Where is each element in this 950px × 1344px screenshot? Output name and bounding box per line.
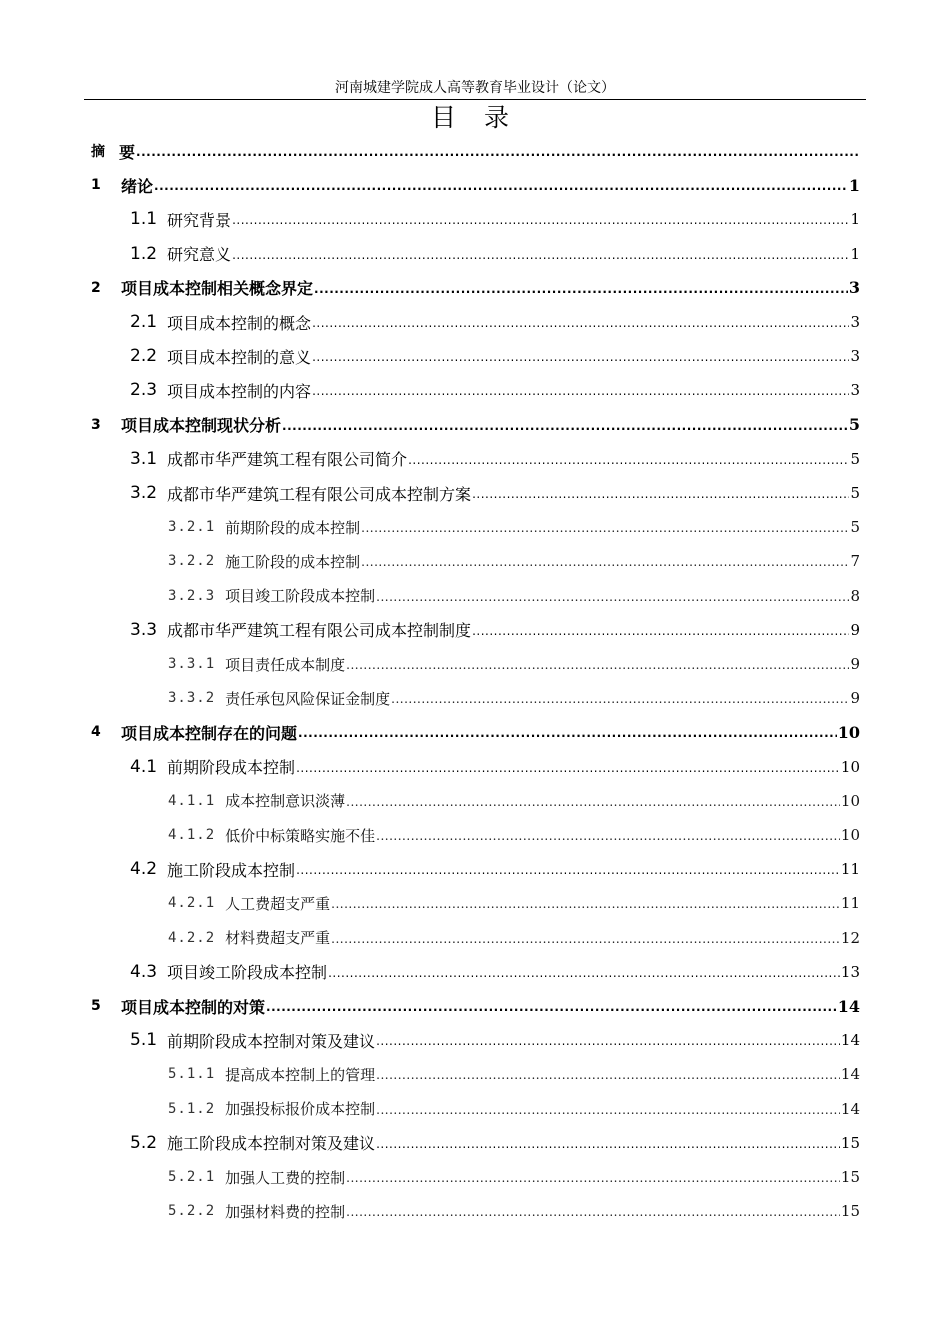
toc-entry-level-3[interactable] <box>168 1160 860 1194</box>
toc-entry-page-number: 5 <box>850 449 860 468</box>
toc-entry-label: 人工费超支严重 <box>225 894 331 913</box>
toc-title: 目 录 <box>431 103 519 132</box>
toc-entry-number: 5.2.1 <box>168 1169 216 1185</box>
toc-entry-label: 施工阶段的成本控制 <box>225 552 361 571</box>
toc-dot-leader <box>391 692 849 706</box>
toc-entry-page-number: 15 <box>840 1133 860 1152</box>
toc-entry-page-number: 3 <box>850 347 860 366</box>
toc-entry-number: 1 <box>91 177 101 194</box>
toc-entry-number: 摘 <box>91 144 105 160</box>
toc-entry-number: 5 <box>91 998 101 1014</box>
toc-entry-number: 3.3.2 <box>168 690 216 707</box>
toc-dot-leader <box>408 453 849 467</box>
toc-entry-number: 4.1.2 <box>168 827 216 843</box>
toc-entry-page-number: 15 <box>840 1168 860 1186</box>
toc-entry-level-2[interactable] <box>130 237 860 271</box>
toc-entry-number: 5.1.1 <box>168 1066 216 1083</box>
toc-entry-page-number: 9 <box>850 620 860 639</box>
toc-entry-level-2[interactable] <box>130 442 860 476</box>
toc-dot-leader <box>376 829 840 843</box>
toc-entry-number: 3.2.1 <box>168 519 216 536</box>
toc-entry-number: 4.1 <box>130 756 158 777</box>
toc-entry-page-number: 12 <box>840 928 860 947</box>
toc-entry-page-number: 1 <box>850 210 860 229</box>
toc-dot-leader <box>282 419 848 433</box>
toc-entry-page-number: 11 <box>840 894 860 913</box>
toc-entry-level-3[interactable] <box>168 544 860 578</box>
toc-entry-number: 1.1 <box>130 209 158 230</box>
toc-entry-level-2[interactable] <box>130 613 860 647</box>
toc-dot-leader <box>331 932 840 946</box>
toc-entry-number: 4.3 <box>130 961 158 982</box>
toc-entry-label: 成都市华严建筑工程有限公司成本控制制度 <box>167 621 472 641</box>
toc-entry-label: 项目成本控制的内容 <box>167 381 312 401</box>
toc-entry-page-number: 11 <box>840 860 860 879</box>
toc-dot-leader <box>312 350 849 364</box>
toc-entry-number: 4.1.1 <box>168 792 216 809</box>
toc-entry-label: 前期阶段成本控制对策及建议 <box>167 1031 376 1051</box>
toc-entry-number: 4.2.1 <box>168 895 216 912</box>
toc-entry-label: 项目竣工阶段成本控制 <box>225 587 376 606</box>
toc-entry-label: 施工阶段成本控制对策及建议 <box>167 1134 376 1154</box>
toc-entry-page-number: 14 <box>840 1099 860 1118</box>
toc-entry-page-number: 10 <box>837 722 860 742</box>
toc-dot-leader <box>361 555 849 569</box>
toc-entry-level-1[interactable] <box>91 134 860 168</box>
toc-entry-number: 3.2.2 <box>168 553 216 570</box>
toc-dot-leader <box>376 1034 840 1048</box>
toc-dot-leader <box>376 1103 840 1117</box>
toc-entry-label: 项目成本控制的概念 <box>167 313 312 333</box>
toc-entry-level-2[interactable] <box>130 305 860 339</box>
toc-dot-leader <box>346 1171 840 1185</box>
toc-entry-level-2[interactable] <box>130 852 860 886</box>
toc-entry-label: 加强材料费的控制 <box>225 1202 346 1221</box>
toc-entry-number: 1.2 <box>130 243 158 264</box>
toc-entry-number: 3.1 <box>130 448 158 469</box>
toc-dot-leader <box>361 521 849 535</box>
toc-entry-page-number: 3 <box>850 381 860 400</box>
toc-entry-level-3[interactable] <box>168 1092 860 1126</box>
toc-dot-leader <box>346 1205 840 1219</box>
toc-entry-page-number: 10 <box>840 757 860 776</box>
toc-entry-level-2[interactable] <box>130 955 860 989</box>
toc-dot-leader <box>154 179 848 193</box>
toc-entry-number: 2.1 <box>130 312 158 332</box>
toc-dot-leader <box>376 590 849 604</box>
toc-entry-label: 绪论 <box>121 176 154 196</box>
toc-entry-level-2[interactable] <box>130 339 860 373</box>
toc-entry-number: 2.3 <box>130 380 158 401</box>
toc-dot-leader <box>376 1137 840 1151</box>
toc-dot-leader <box>376 1068 840 1082</box>
toc-dot-leader <box>136 145 859 159</box>
toc-entry-label: 项目成本控制现状分析 <box>121 416 282 436</box>
toc-dot-leader <box>346 795 840 809</box>
toc-entry-number: 4.2.2 <box>168 929 216 946</box>
toc-entry-label: 项目成本控制相关概念界定 <box>121 279 314 299</box>
toc-entry-number: 3.2.3 <box>168 587 216 604</box>
toc-entry-page-number: 1 <box>850 244 860 263</box>
toc-entry-level-3[interactable] <box>168 1194 860 1228</box>
toc-entry-level-3[interactable] <box>168 681 860 715</box>
toc-entry-label: 项目成本控制的意义 <box>167 347 312 367</box>
toc-entry-number: 4 <box>91 724 101 741</box>
toc-dot-leader <box>331 897 840 911</box>
toc-dot-leader <box>312 384 849 398</box>
toc-dot-leader <box>296 761 840 775</box>
toc-dot-leader <box>298 726 837 740</box>
toc-entry-level-2[interactable] <box>130 373 860 407</box>
toc-entry-label: 成本控制意识淡薄 <box>225 792 346 811</box>
toc-entry-page-number: 9 <box>850 689 860 708</box>
toc-entry-label: 责任承包风险保证金制度 <box>225 689 391 708</box>
toc-entry-level-1[interactable] <box>91 715 860 749</box>
running-header: 河南城建学院成人高等教育毕业设计（论文） <box>335 80 615 96</box>
toc-entry-label: 项目竣工阶段成本控制 <box>167 963 328 983</box>
toc-entry-label: 材料费超支严重 <box>225 929 331 948</box>
toc-dot-leader <box>232 213 849 227</box>
toc-entry-page-number: 8 <box>850 586 860 605</box>
toc-entry-level-3[interactable] <box>168 579 860 613</box>
toc-entry-label: 项目成本控制的对策 <box>121 997 266 1017</box>
toc-entry-label: 施工阶段成本控制 <box>167 860 296 880</box>
toc-entry-page-number: 1 <box>848 175 860 195</box>
toc-entry-level-3[interactable] <box>168 647 860 681</box>
toc-entry-level-1[interactable] <box>91 271 860 305</box>
toc-entry-number: 3 <box>91 416 101 433</box>
toc-dot-leader <box>266 1000 837 1014</box>
toc-dot-leader <box>232 248 849 262</box>
toc-entry-page-number: 5 <box>850 518 860 537</box>
toc-entry-number: 2 <box>91 279 101 296</box>
toc-entry-level-1[interactable] <box>91 989 860 1023</box>
toc-entry-label: 提高成本控制上的管理 <box>225 1065 376 1084</box>
toc-entry-label: 前期阶段成本控制 <box>167 758 296 778</box>
toc-entry-label: 低价中标策略实施不佳 <box>225 826 376 845</box>
toc-entry-number: 2.2 <box>130 346 158 367</box>
toc-entry-label: 成都市华严建筑工程有限公司成本控制方案 <box>167 484 472 504</box>
toc-dot-leader <box>314 282 848 296</box>
toc-entry-page-number: 14 <box>837 996 860 1016</box>
toc-entry-number: 4.2 <box>130 859 158 880</box>
toc-entry-label: 要 <box>119 142 136 162</box>
toc-entry-label: 研究背景 <box>167 210 232 230</box>
toc-entry-page-number: 7 <box>850 552 860 571</box>
toc-entry-page-number: 15 <box>840 1202 860 1221</box>
toc-entry-page-number: 10 <box>840 826 860 844</box>
toc-entry-level-2[interactable] <box>130 476 860 510</box>
toc-dot-leader <box>346 658 849 672</box>
toc-entry-label: 研究意义 <box>167 245 232 265</box>
toc-entry-number: 3.3 <box>130 619 158 640</box>
toc-entry-page-number: 5 <box>850 484 860 502</box>
toc-dot-leader <box>472 487 849 501</box>
toc-dot-leader <box>312 316 849 330</box>
toc-entry-label: 项目成本控制存在的问题 <box>121 723 298 743</box>
toc-entry-level-2[interactable] <box>130 750 860 784</box>
toc-entry-level-2[interactable] <box>130 1126 860 1160</box>
toc-entry-label: 项目责任成本制度 <box>225 655 346 674</box>
toc-entry-level-1[interactable] <box>91 168 860 202</box>
toc-entry-page-number: 10 <box>840 791 860 810</box>
toc-entry-page-number: 14 <box>840 1031 860 1050</box>
toc-entry-level-2[interactable] <box>130 1023 860 1057</box>
toc-entry-level-3[interactable] <box>168 784 860 818</box>
toc-entry-label: 加强投标报价成本控制 <box>225 1100 376 1119</box>
toc-entry-level-3[interactable] <box>168 921 860 955</box>
toc-entry-number: 3.3.1 <box>168 656 216 672</box>
toc-entry-number: 3.2 <box>130 483 158 503</box>
toc-entry-page-number: 13 <box>840 962 860 981</box>
toc-entry-level-1[interactable] <box>91 408 860 442</box>
toc-entry-level-3[interactable] <box>168 818 860 852</box>
toc-entry-number: 5.1.2 <box>168 1100 216 1117</box>
toc-entry-number: 5.2.2 <box>168 1203 216 1220</box>
toc-entry-page-number: 9 <box>850 655 860 673</box>
toc-entry-number: 5.1 <box>130 1030 158 1051</box>
toc-entry-level-2[interactable] <box>130 202 860 236</box>
toc-entry-page-number: 3 <box>848 278 860 298</box>
toc-entry-label: 前期阶段的成本控制 <box>225 518 361 537</box>
toc-entry-page-number: 3 <box>850 313 860 331</box>
toc-entry-label: 成都市华严建筑工程有限公司简介 <box>167 450 408 470</box>
toc-entry-number: 5.2 <box>130 1132 158 1153</box>
toc-entry-page-number: 5 <box>848 415 860 435</box>
toc-entry-level-3[interactable] <box>168 886 860 920</box>
toc-entry-level-3[interactable] <box>168 510 860 544</box>
toc-dot-leader <box>296 863 840 877</box>
toc-dot-leader <box>328 966 840 980</box>
toc-dot-leader <box>472 624 849 638</box>
toc-entry-label: 加强人工费的控制 <box>225 1168 346 1187</box>
toc-entry-level-3[interactable] <box>168 1057 860 1091</box>
toc-entry-page-number: 14 <box>840 1065 860 1084</box>
